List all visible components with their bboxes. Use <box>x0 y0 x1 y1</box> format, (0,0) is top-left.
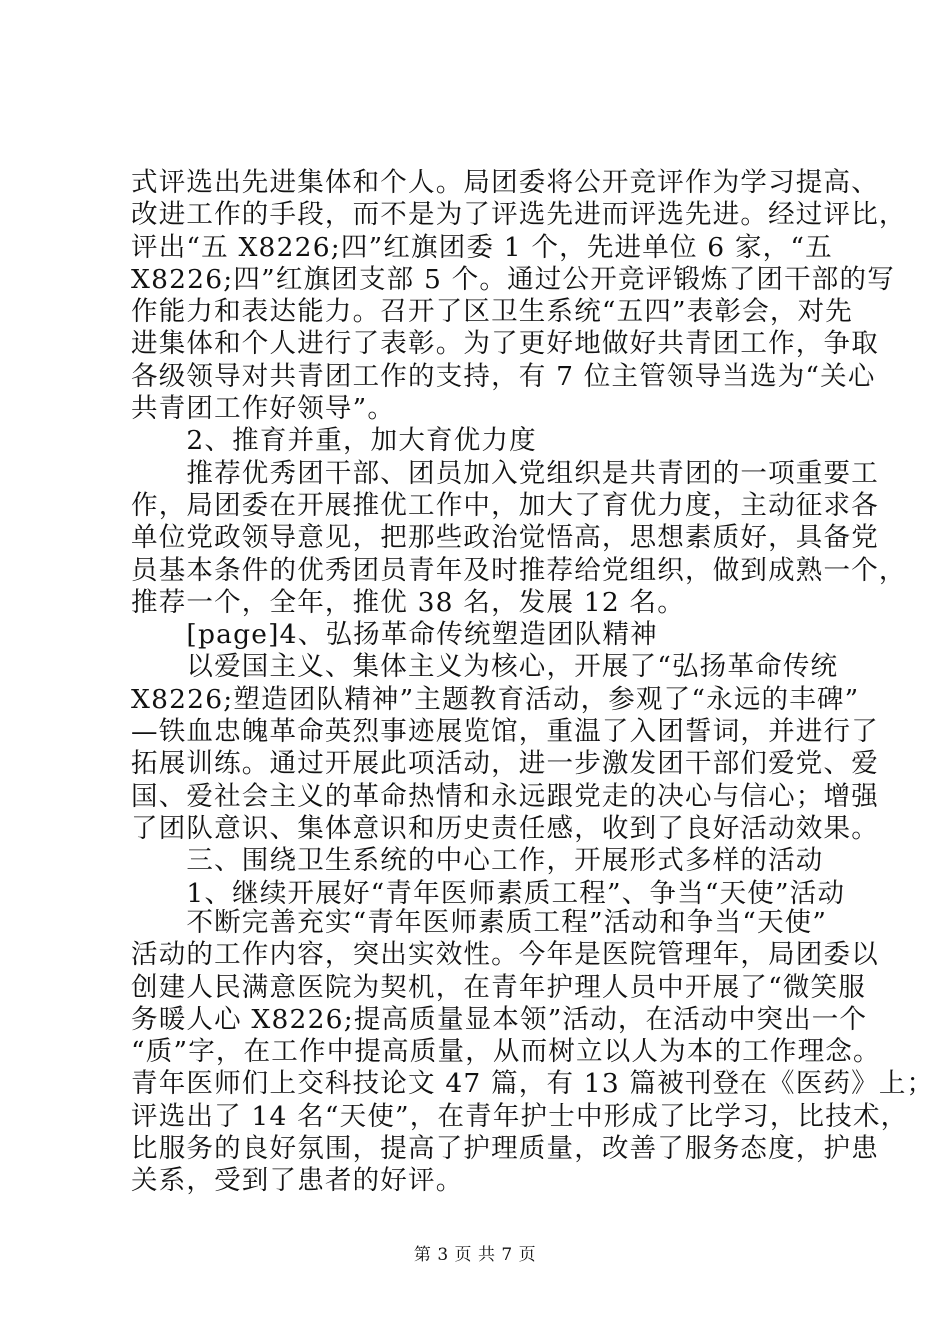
text-line: 比服务的良好氛围，提高了护理质量，改善了服务态度，护患 <box>131 1133 879 1165</box>
text-line: 作能力和表达能力。召开了区卫生系统“五四”表彰会，对先 <box>131 296 853 328</box>
body-text-block-1 <box>131 167 907 910</box>
section-heading: [page]4、弘扬革命传统塑造团队精神 <box>131 619 658 651</box>
text-line: —铁血忠魄革命英烈事迹展览馆，重温了入团誓词，并进行了 <box>131 716 879 748</box>
text-line: 活动的工作内容，突出实效性。今年是医院管理年，局团委以 <box>131 939 879 971</box>
text-line: 评选出了 14 名“天使”，在青年护士中形成了比学习，比技术， <box>131 1100 909 1132</box>
body-text-block-2 <box>131 907 935 1198</box>
text-line: 推荐一个，全年，推优 38 名，发展 12 名。 <box>131 586 685 618</box>
section-heading: 三、围绕卫生系统的中心工作，开展形式多样的活动 <box>131 845 824 877</box>
text-line: 各级领导对共青团工作的支持，有 7 位主管领导当选为“关心 <box>131 360 876 392</box>
text-line: 创建人民满意医院为契机，在青年护理人员中开展了“微笑服 <box>131 971 866 1003</box>
text-line: 共青团工作好领导”。 <box>131 393 396 425</box>
text-line: X8226;塑造团队精神”主题教育活动，参观了“永远的丰碑” <box>131 683 860 715</box>
text-line: 以爱国主义、集体主义为核心，开展了“弘扬革命传统 <box>131 651 839 683</box>
text-line: 青年医师们上交科技论文 47 篇，有 13 篇被刊登在《医药》上； <box>131 1068 935 1100</box>
text-line: 单位党政领导意见，把那些政治觉悟高，思想素质好，具备党 <box>131 522 879 554</box>
text-line: 不断完善充实“青年医师素质工程”活动和争当“天使” <box>131 907 828 938</box>
text-line: 改进工作的手段，而不是为了评选先进而评选先进。经过评比， <box>131 199 907 231</box>
page-number-footer: 第 3 页 共 7 页 <box>413 1245 537 1265</box>
text-line: 关系，受到了患者的好评。 <box>131 1165 464 1197</box>
section-heading: 1、继续开展好“青年医师素质工程”、争当“天使”活动 <box>131 877 846 909</box>
section-heading: 2、推育并重，加大育优力度 <box>131 425 537 457</box>
text-line: 作，局团委在开展推优工作中，加大了育优力度，主动征求各 <box>131 489 879 521</box>
text-line: 了团队意识、集体意识和历史责任感，收到了良好活动效果。 <box>131 812 879 844</box>
text-line: 务暖人心 X8226;提高质量显本领”活动，在活动中突出一个 <box>131 1003 868 1035</box>
text-line: 评出“五 X8226;四”红旗团委 1 个，先进单位 6 家，“五 <box>131 231 833 263</box>
text-line: 拓展训练。通过开展此项活动，进一步激发团干部们爱党、爱 <box>131 748 879 780</box>
text-line: 进集体和个人进行了表彰。为了更好地做好共青团工作，争取 <box>131 328 879 360</box>
text-line: “质”字，在工作中提高质量，从而树立以人为本的工作理念。 <box>131 1036 881 1068</box>
text-line: X8226;四”红旗团支部 5 个。通过公开竞评锻炼了团干部的写 <box>131 263 895 295</box>
text-line: 员基本条件的优秀团员青年及时推荐给党组织，做到成熟一个， <box>131 554 907 586</box>
text-line: 式评选出先进集体和个人。局团委将公开竞评作为学习提高、 <box>131 167 879 198</box>
text-line: 国、爱社会主义的革命热情和永远跟党走的决心与信心；增强 <box>131 780 879 812</box>
text-line: 推荐优秀团干部、团员加入党组织是共青团的一项重要工 <box>131 457 879 489</box>
